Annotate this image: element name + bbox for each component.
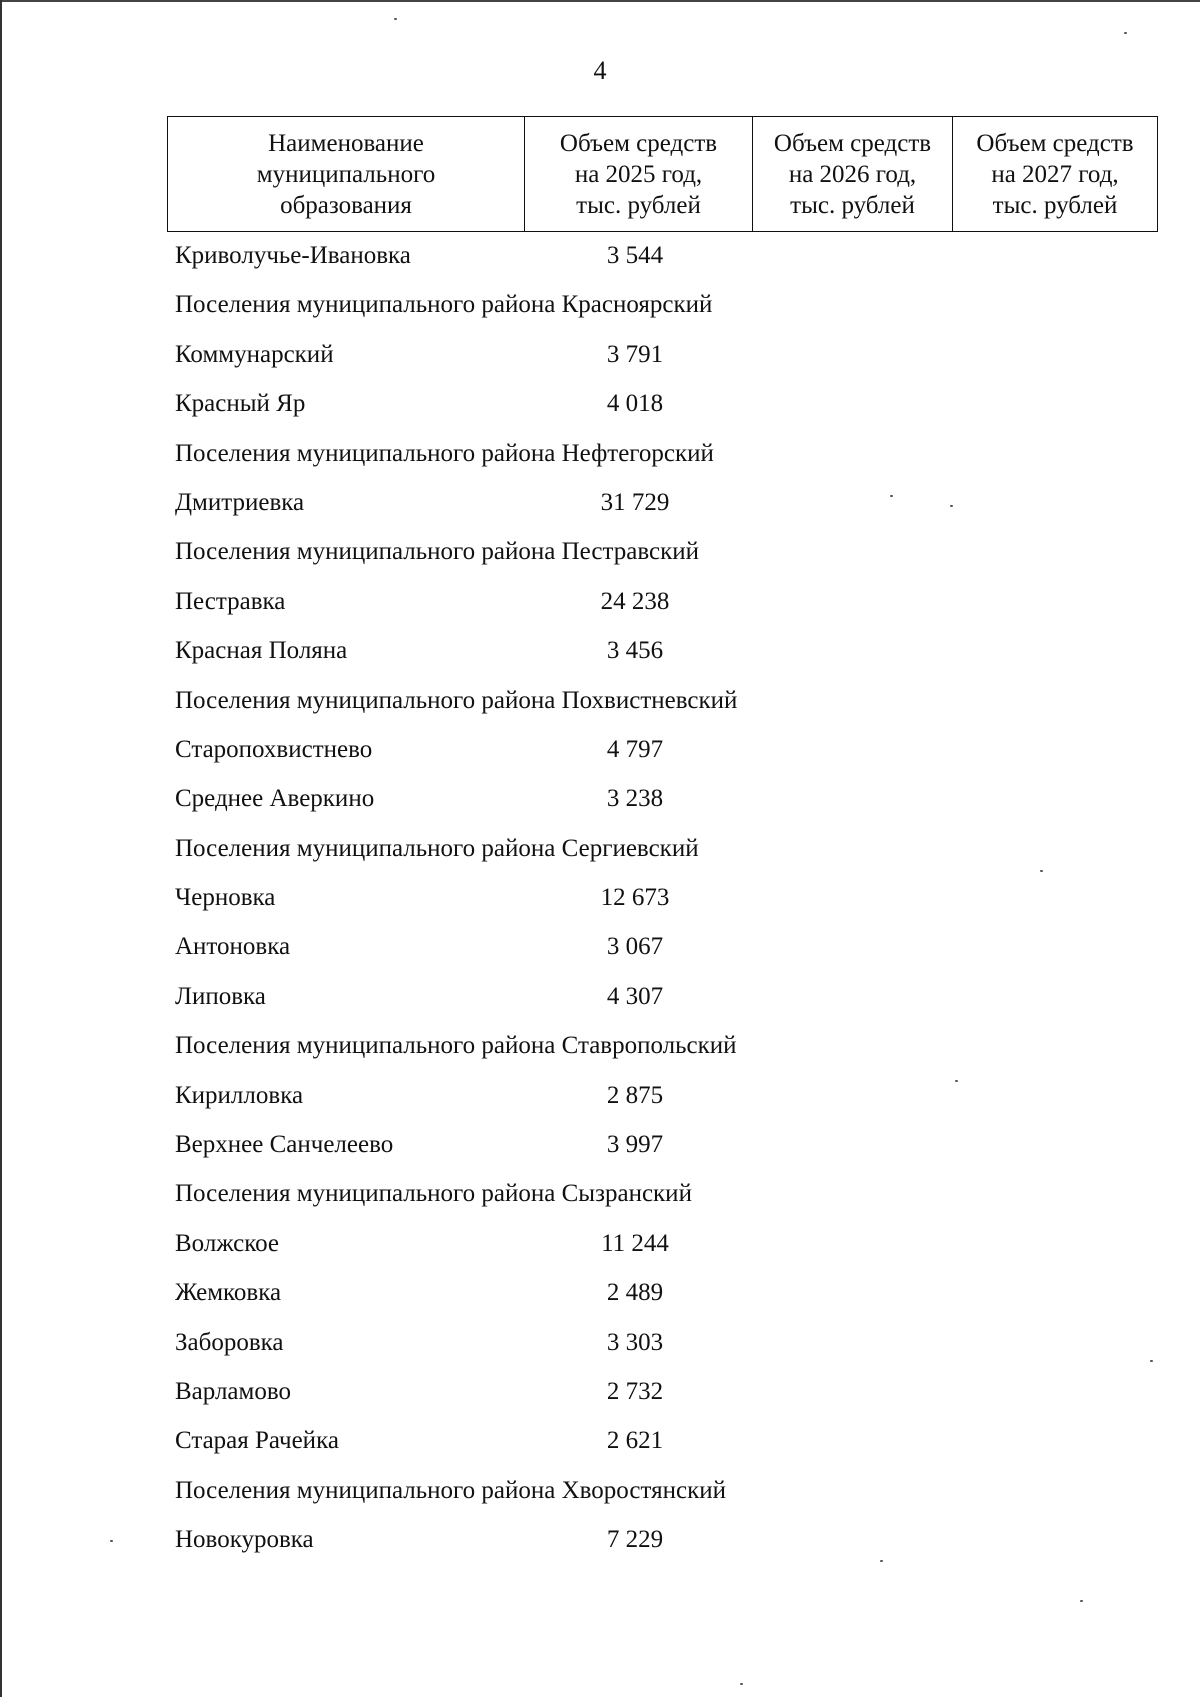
table-row <box>0 483 1200 532</box>
table-row <box>0 1273 1200 1322</box>
amount-2025: 4 797 <box>606 735 664 763</box>
table-row <box>0 1372 1200 1421</box>
municipality-name: Кирилловка <box>175 1081 304 1109</box>
district-group-label: Поселения муниципального района Сызранский <box>175 1180 692 1208</box>
table-row <box>0 1520 1200 1569</box>
table-header-row <box>168 117 1158 232</box>
scan-speck <box>394 18 397 20</box>
table-row <box>0 1323 1200 1372</box>
header-municipality-name: Наименование муниципального образования <box>168 117 525 232</box>
municipality-name: Дмитриевка <box>175 488 305 516</box>
table-row <box>0 236 1200 285</box>
table-row <box>0 1125 1200 1174</box>
amount-2025: 2 875 <box>606 1081 664 1109</box>
table-row <box>0 335 1200 384</box>
district-group-heading <box>0 1471 1200 1520</box>
amount-2025: 3 791 <box>606 340 664 368</box>
amount-2025: 12 673 <box>600 884 670 912</box>
municipality-name: Варламово <box>175 1377 291 1405</box>
district-group-label: Поселения муниципального района Сергиевский <box>175 834 699 862</box>
amount-2025: 7 229 <box>606 1526 664 1554</box>
header-amount-2027: Объем средств на 2027 год, тыс. рублей <box>953 117 1158 232</box>
amount-2025: 3 238 <box>606 785 664 813</box>
amount-2025: 31 729 <box>600 488 670 516</box>
table-row <box>0 1224 1200 1273</box>
district-group-label: Поселения муниципального района Нефтегорский <box>175 439 714 467</box>
table-row <box>0 1421 1200 1470</box>
scan-speck <box>110 1540 113 1542</box>
table-row <box>0 927 1200 976</box>
district-group-heading <box>0 1174 1200 1223</box>
table-row <box>0 779 1200 828</box>
municipality-name: Новокуровка <box>175 1526 314 1554</box>
amount-2025: 11 244 <box>601 1229 669 1257</box>
scan-speck <box>1080 1600 1083 1602</box>
amount-2025: 3 303 <box>606 1328 664 1356</box>
municipality-name: Пестравка <box>175 587 286 615</box>
table-row <box>0 631 1200 680</box>
table-row <box>0 977 1200 1026</box>
municipality-name: Липовка <box>175 982 266 1010</box>
district-group-label: Поселения муниципального района Хворостянский <box>175 1476 727 1504</box>
municipality-name: Старая Рачейка <box>175 1427 339 1455</box>
page-number: 4 <box>593 56 607 85</box>
scan-speck <box>1124 32 1127 34</box>
table-body <box>0 236 1200 1570</box>
amount-2025: 4 307 <box>606 982 664 1010</box>
scan-speck <box>740 1683 743 1685</box>
scan-edge-top <box>0 0 1200 2</box>
table-row <box>0 384 1200 433</box>
table-row <box>0 1076 1200 1125</box>
district-group-heading <box>0 285 1200 334</box>
district-group-label: Поселения муниципального района Похвистневский <box>175 686 738 714</box>
municipality-name: Красный Яр <box>175 390 306 418</box>
amount-2025: 2 732 <box>606 1377 664 1405</box>
amount-2025: 3 456 <box>606 637 664 665</box>
municipality-name: Красная Поляна <box>175 637 348 665</box>
amount-2025: 3 067 <box>606 933 664 961</box>
amount-2025: 24 238 <box>600 587 670 615</box>
municipality-name: Черновка <box>175 884 276 912</box>
amount-2025: 4 018 <box>606 390 664 418</box>
district-group-heading <box>0 829 1200 878</box>
scan-speck <box>950 505 953 507</box>
district-group-heading <box>0 434 1200 483</box>
municipality-name: Жемковка <box>175 1279 282 1307</box>
amount-2025: 3 544 <box>606 242 664 269</box>
scan-speck <box>880 1560 883 1562</box>
municipality-name: Заборовка <box>175 1328 284 1356</box>
municipality-name: Верхнее Санчелеево <box>175 1131 394 1159</box>
municipality-name: Волжское <box>175 1229 280 1257</box>
amount-2025: 3 997 <box>606 1131 664 1159</box>
scan-speck <box>1040 870 1043 872</box>
scan-speck <box>955 1080 958 1082</box>
header-amount-2025: Объем средств на 2025 год, тыс. рублей <box>525 117 753 232</box>
scan-speck <box>1150 1360 1153 1362</box>
scan-speck <box>890 495 893 497</box>
amount-2025: 2 621 <box>606 1427 664 1455</box>
district-group-label: Поселения муниципального района Пестравский <box>175 538 699 566</box>
table-row <box>0 878 1200 927</box>
municipality-name: Коммунарский <box>175 340 334 368</box>
district-group-label: Поселения муниципального района Красноярский <box>175 291 713 319</box>
table-header <box>167 116 1158 232</box>
municipality-name: Среднее Аверкино <box>175 785 375 813</box>
district-group-heading <box>0 1026 1200 1075</box>
district-group-label: Поселения муниципального района Ставропольский <box>175 1032 737 1060</box>
amount-2025: 2 489 <box>606 1279 664 1307</box>
municipality-name: Старопохвистнево <box>175 735 373 763</box>
district-group-heading <box>0 681 1200 730</box>
table-row <box>0 730 1200 779</box>
district-group-heading <box>0 532 1200 581</box>
table-row <box>0 582 1200 631</box>
municipality-name: Криволучье-Ивановка <box>175 242 411 269</box>
header-amount-2026: Объем средств на 2026 год, тыс. рублей <box>753 117 953 232</box>
municipality-name: Антоновка <box>175 933 291 961</box>
